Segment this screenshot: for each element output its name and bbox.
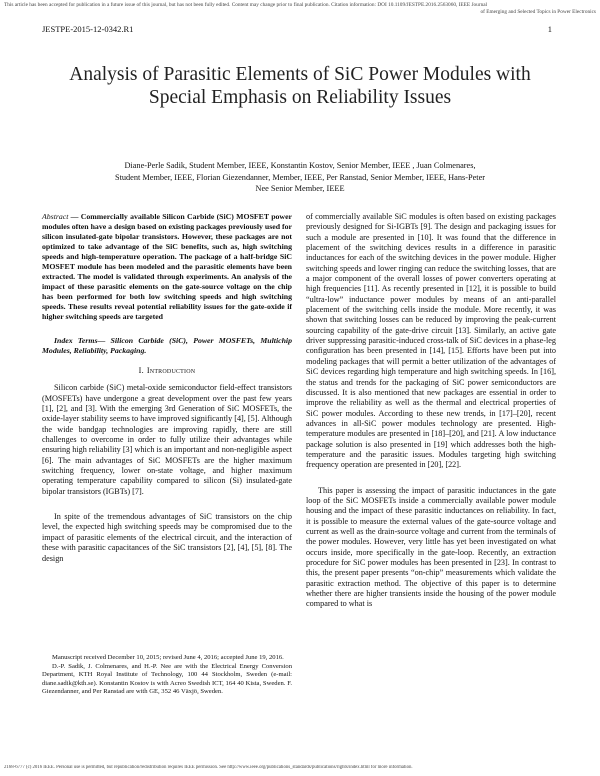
section-heading-introduction [42, 366, 292, 376]
right-column [306, 212, 556, 610]
abstract-text: — Commercially available Silicon Carbide (SiC) MOSFET power modules often have a design based on existing packages previously used for silicon insulated-gate bipolar transistors. However, these packages are not optimized to take advantage of the SiC benefits, such as, high switching speeds and high-temperature operation. The package of a half-bridge SiC MOSFET module has been modeled and the parasitic elements have been extracted. The model is validated through experiments. An analysis of the impact of these parasitic elements on the gate-source voltage on the chip has been performed for both low switching speeds and high switching speeds. These results reveal potential reliability issues for the gate-oxide if higher switching speeds are targeted [42, 212, 292, 321]
page-number: 1 [547, 24, 552, 34]
banner-line-1: This article has been accepted for publication in a future issue of this journal, but has not been fully edited. Content may change prior to final publication. Citation information: DOI 10.1109/JESTPE.2016.2563060, IEEE Journal [4, 2, 488, 8]
intro-paragraph-2: In spite of the tremendous advantages of SiC transistors on the chip level, the expected high switching speeds may be compromised due to the impact of parasitic elements of the electrical circuit, and the interaction of these with parasitic capacitances of the SiC transistors [2], [4], [5], [8]. The design [42, 512, 292, 563]
author-list [70, 160, 530, 195]
banner-line-2: of Emerging and Selected Topics in Power Electronics [480, 9, 596, 15]
footnotes [42, 654, 292, 697]
copyright-banner: 2168-6777 (c) 2016 IEEE. Personal use is permitted, but republication/redistribution requires IEEE permission. See http://www.ieee.org/publications_standards/publications/rights/index.html for more information. [4, 765, 413, 770]
manuscript-id: JESTPE-2015-12-0342.R1 [42, 24, 134, 34]
paper-title: Analysis of Parasitic Elements of SiC Power Modules with Special Emphasis on Reliability Issues [69, 64, 531, 108]
index-terms: Index Terms— Silicon Carbide (SiC), Power MOSFETs, Multichip Modules, Reliability, Packaging. [42, 336, 292, 355]
footnote-affiliations: D.-P. Sadik, J. Colmenares, and H.-P. Nee are with the Electrical Energy Conversion Department, KTH Royal Institute of Technology, 100 44 Stockholm, Sweden (e-mail: diane.sadik@kth.se). Konstantin Kostov is with Acreo Swedish ICT, 164 40 Kista, Sweden. F. Giezendanner, and Per Ranstad are with GE, 352 46 Växjö, Sweden. [42, 662, 292, 695]
right-paragraph-2: This paper is assessing the impact of parasitic inductances in the gate loop of the SiC MOSFETs inside a commercially available power module housing and the impact of these parasitic inductances on reliability. In fact, it is possible to measure the external values of the gate-source voltage and current as well as the drain-source voltage and current from the terminals of the power modules. However, very little has yet been investigated on what occurs inside, more specifically in the gate-loop. Recently, an extraction procedure for SiC power modules has been presented in [23]. In contrast to this, the present paper presents “on-chip” measurements which validate the parasitic extraction method. The objective of this paper is to determine whether there are higher transients inside the housing of the power module compared to what is [306, 485, 556, 609]
authors-line-3: Nee Senior Member, IEEE [255, 184, 345, 193]
authors-line-1: Diane-Perle Sadik, Student Member, IEEE, Konstantin Kostov, Senior Member, IEEE , Juan Colmenares, [124, 161, 476, 170]
running-head [42, 24, 552, 34]
abstract [42, 212, 292, 322]
section-numeral: I. [138, 366, 144, 375]
publication-banner [4, 2, 596, 15]
intro-paragraph-1: Silicon carbide (SiC) metal-oxide semiconductor field-effect transistors (MOSFETs) have undergone a great development over the past few years [1], [2], and [3]. With the emerging 3rd Generation of SiC MOSFETs, the oxide-layer stability seems to have improved significantly [4], [5]. Although the wide bandgap technologies are improving rapidly, there are still challenges to overcome in order to fully utilize their advantages while ensuring high reliability [3] which is an important and non-negligible aspect [6]. The main advantages of SiC MOSFETs are the higher maximum switching frequency, lower on-state voltage, and higher maximum operating temperature capability compared to silicon (Si) insulated-gate bipolar transistors (IGBTs) [7]. [42, 383, 292, 496]
left-column [42, 212, 292, 564]
abstract-label: Abstract [42, 212, 69, 221]
section-title: Introduction [146, 366, 196, 375]
footnote-received: Manuscript received December 10, 2015; revised June 4, 2016; accepted June 19, 2016. [52, 654, 284, 661]
right-paragraph-1: of commercially available SiC modules is often based on existing packages previously designed for Si-IGBTs [9]. The design and packaging issues for such a module are presented in [10]. It was found that the difference in placement of the switching devices results in a difference in parasitic inductances for each of the switching devices in the power module. Higher switching speeds and lower ringing can reduce the switching losses, that are a major component of the overall losses of power converters operating at high frequencies [11]. As recently presented in [12], it is possible to build “ultra-low” inductance power modules by means of an anti-parallel placement of the switching cells inside the module. More recently, it was shown that switching losses can be reduced by improving the peak-current sourcing capability of the gate-drive circuit [13]. Similarly, an active gate driver suppressing parasitic-induced cross-talk of SiC devices in a phase-leg configuration has been presented in [14], [15]. Efforts have been put into modeling packages that will permit a better utilization of the advantages of SiC devices regarding high temperature and high switching speeds. In [16], the status and trends for the packaging of SiC power semiconductors are discussed. It is also mentioned that new packages are essential in order to improve the reliability as well as the thermal and electrical properties of SiC power modules. According to these new trends, in [17]–[20], recent advances in all-SiC power modules technology are presented. High-temperature modules are presented in [18]–[20], and [21]. A low inductance package solution is also presented in [19] which addresses both the high-temperature and the parasitic issues. Modules targeting high switching frequency operation are presented in [20], [22]. [306, 212, 556, 470]
authors-line-2: Student Member, IEEE, Florian Giezendanner, Member, IEEE, Per Ranstad, Senior Member, IEEE, Hans-Peter [114, 172, 486, 182]
